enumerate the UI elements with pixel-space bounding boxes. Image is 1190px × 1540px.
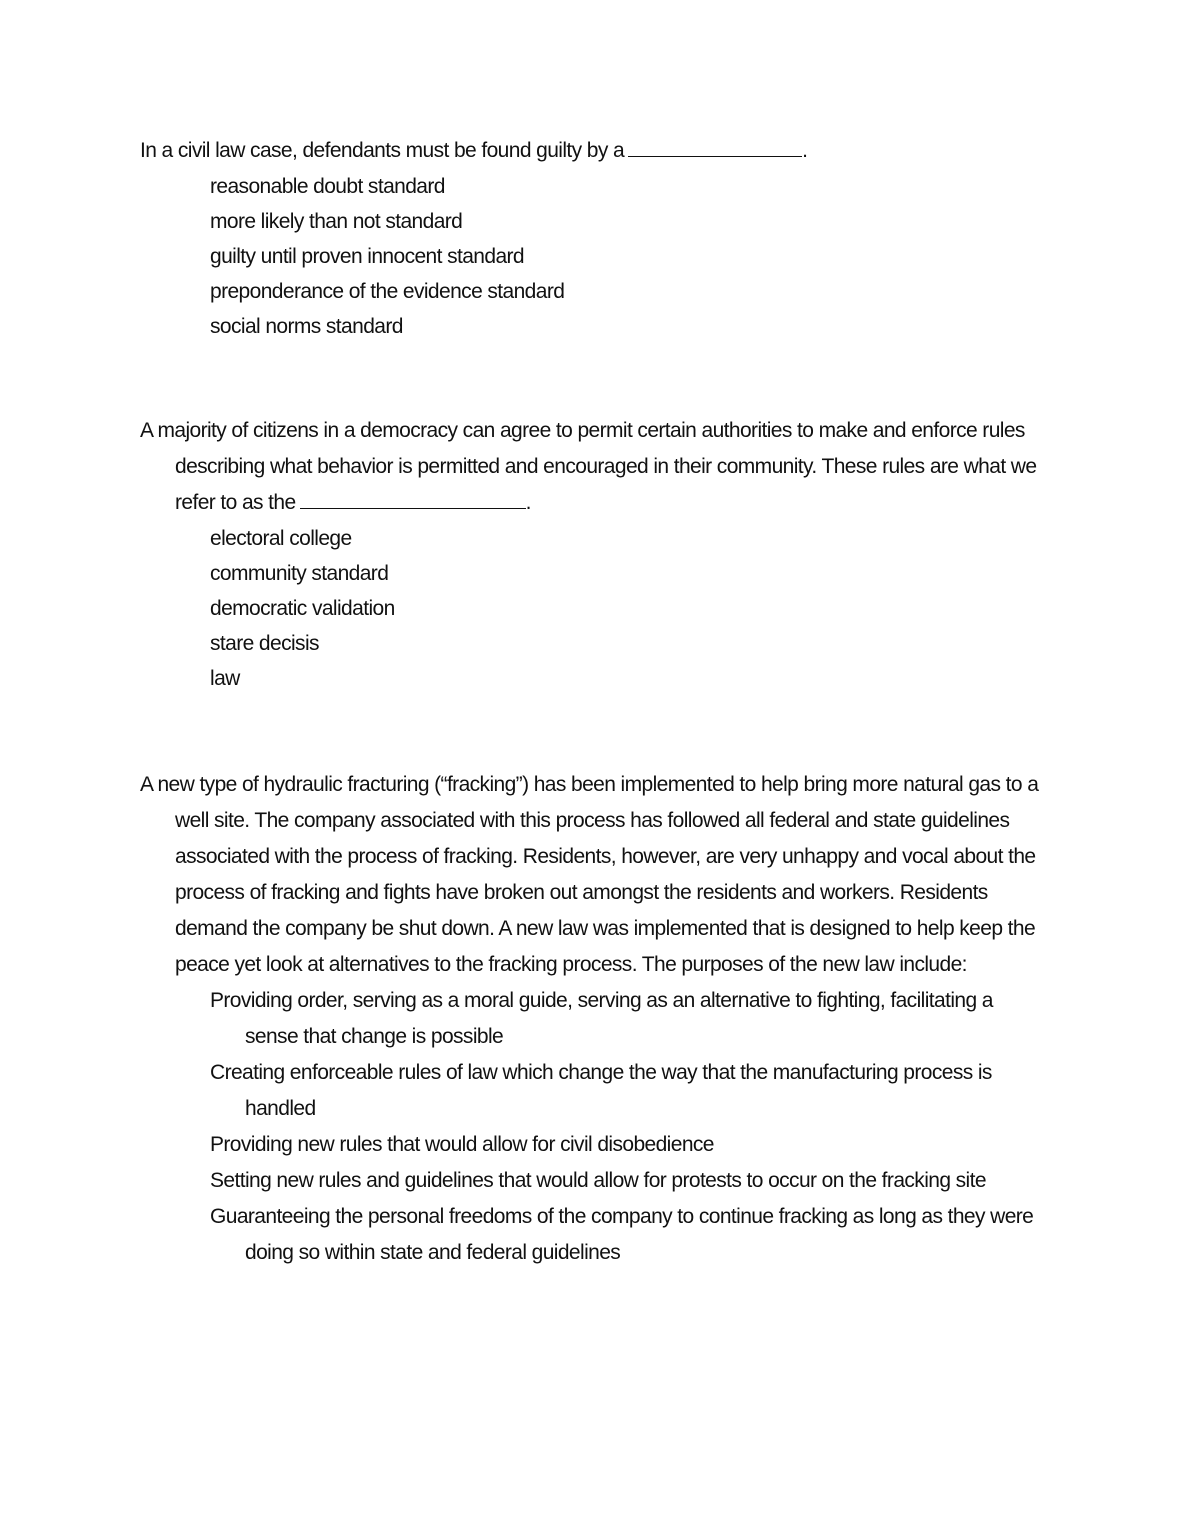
question-2-option[interactable]: electoral college — [210, 527, 352, 550]
question-3-option[interactable]: Providing order, serving as a moral guide, serving as an alternative to fighting, facilitating a sense that change is possible — [210, 989, 993, 1048]
question-2-option[interactable]: community standard — [210, 562, 389, 585]
question-2-option[interactable]: democratic validation — [210, 597, 395, 620]
question-2-stem — [140, 413, 1040, 521]
question-2-option[interactable]: law — [210, 667, 240, 690]
question-2-answer-blank — [300, 486, 526, 509]
question-2 — [140, 413, 1040, 696]
question-1-stem — [140, 133, 1040, 169]
question-3-option[interactable]: Setting new rules and guidelines that would allow for protests to occur on the fracking site — [210, 1169, 986, 1192]
question-2-stem-end: . — [525, 491, 531, 514]
question-3-option[interactable]: Guaranteeing the personal freedoms of the company to continue fracking as long as they were doing so within state and federal guidelines — [210, 1205, 1034, 1264]
question-1-option[interactable]: preponderance of the evidence standard — [210, 280, 565, 303]
question-1-answer-blank — [628, 134, 802, 157]
question-1-options — [140, 169, 1040, 344]
question-3 — [140, 767, 1040, 1271]
question-1-option[interactable]: reasonable doubt standard — [210, 175, 445, 198]
question-3-stem: A new type of hydraulic fracturing (“fracking”) has been implemented to help bring more natural gas to a well site. The company associated with this process has followed all federal and state guidelines associated with the process of fracking. Residents, however, are very unhappy and vocal about the process of fracking and fights have broken out amongst the residents and workers. Residents demand the company be shut down. A new law was implemented that is designed to help keep the peace yet look at alternatives to the fracking process. The purposes of the new law include: — [140, 773, 1039, 976]
question-1-option[interactable]: social norms standard — [210, 315, 403, 338]
question-2-options — [140, 521, 1040, 696]
question-1-stem-end: . — [802, 139, 808, 162]
question-3-options — [140, 983, 1040, 1271]
question-2-stem-text: A majority of citizens in a democracy can agree to permit certain authorities to make and enforce rules describing what behavior is permitted and encouraged in their community. These rules are what we refer to as the — [140, 419, 1037, 514]
question-2-option[interactable]: stare decisis — [210, 632, 319, 655]
question-1-option[interactable]: guilty until proven innocent standard — [210, 245, 525, 268]
question-1-option[interactable]: more likely than not standard — [210, 210, 463, 233]
question-3-option[interactable]: Providing new rules that would allow for civil disobedience — [210, 1133, 714, 1156]
question-1 — [140, 133, 1040, 344]
question-1-stem-text: In a civil law case, defendants must be found guilty by a — [140, 139, 625, 162]
question-3-option[interactable]: Creating enforceable rules of law which change the way that the manufacturing process is handled — [210, 1061, 992, 1120]
